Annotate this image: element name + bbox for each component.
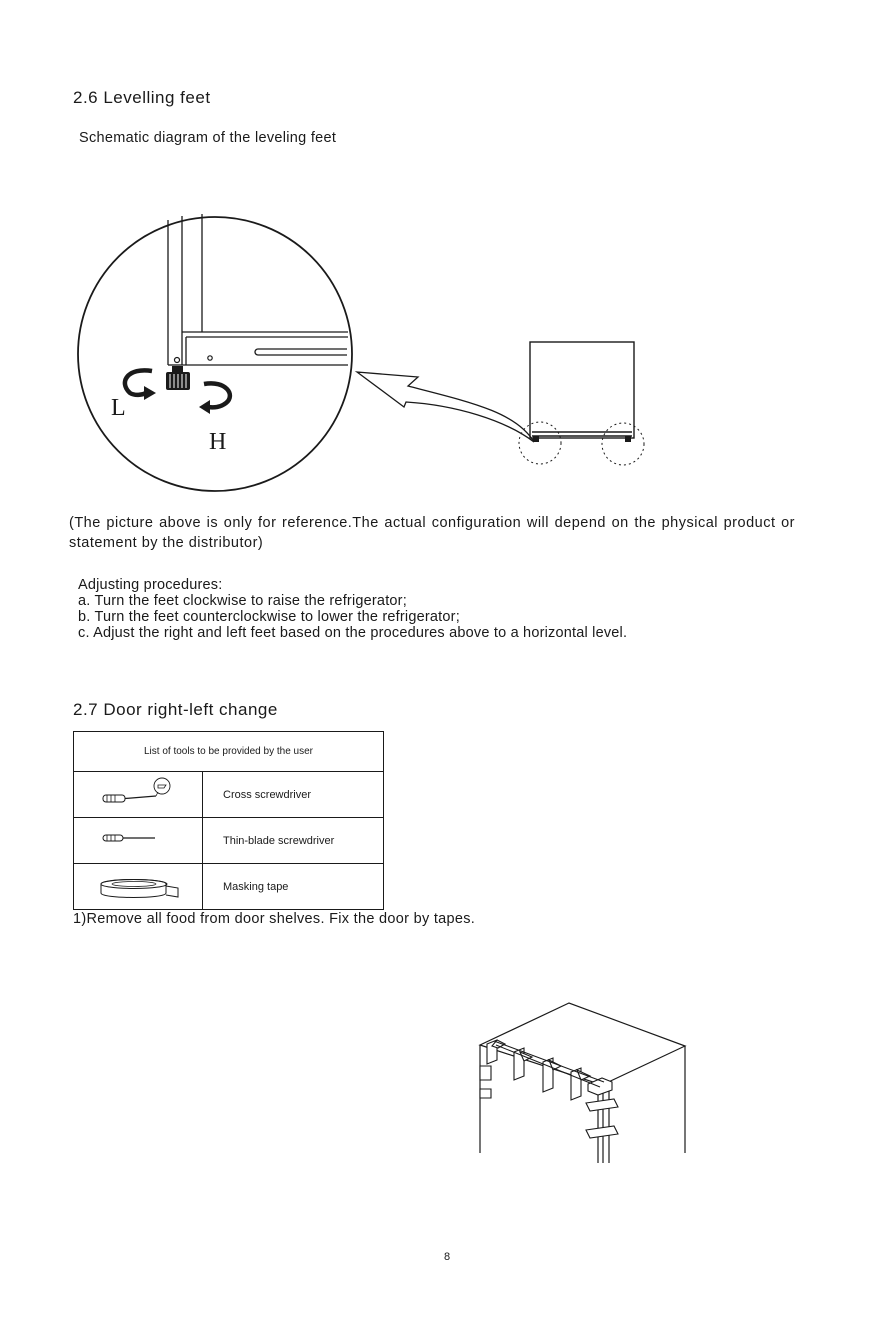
tool-label: Cross screwdriver xyxy=(203,772,384,818)
section-title-levelling: 2.6 Levelling feet xyxy=(73,88,211,107)
tool-label: Thin-blade screwdriver xyxy=(203,818,384,864)
label-h: H xyxy=(209,429,227,455)
procedure-step: a. Turn the feet clockwise to raise the refrigerator; xyxy=(78,593,407,609)
diagram-caption: Schematic diagram of the leveling feet xyxy=(79,130,337,146)
procedures-heading: Adjusting procedures: xyxy=(78,577,223,593)
tools-table-header: List of tools to be provided by the user xyxy=(74,732,384,772)
page-number: 8 xyxy=(444,1251,451,1263)
label-l: L xyxy=(111,395,126,421)
section-title-door-change: 2.7 Door right-left change xyxy=(73,700,278,719)
reference-note: (The picture above is only for reference.The actual configuration will depend on the physical product or statement by the distributor) xyxy=(69,515,795,551)
tool-label: Masking tape xyxy=(203,864,384,910)
procedure-step: c. Adjust the right and left feet based on the procedures above to a horizontal level. xyxy=(78,625,628,641)
step-1-text: 1)Remove all food from door shelves. Fix the door by tapes. xyxy=(73,911,476,927)
procedure-step: b. Turn the feet counterclockwise to lower the refrigerator; xyxy=(78,609,460,625)
